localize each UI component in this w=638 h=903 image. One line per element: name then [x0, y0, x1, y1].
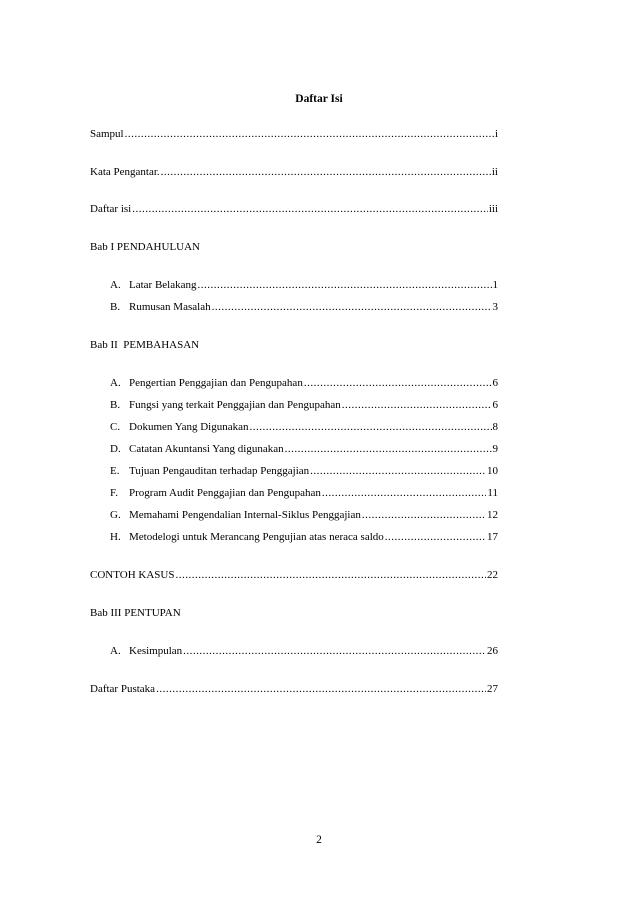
section-heading-bab3: Bab III PENTUPAN	[90, 607, 181, 619]
toc-label: Tujuan Pengauditan terhadap Penggajian	[129, 465, 310, 477]
toc-label: CONTOH KASUS	[90, 569, 175, 581]
toc-entry-bab2-c[interactable]	[110, 420, 498, 434]
toc-page: 10	[487, 465, 498, 477]
dot-leader	[304, 376, 492, 390]
section-heading-bab1: Bab I PENDAHULUAN	[90, 241, 200, 253]
toc-page: 6	[492, 399, 498, 411]
toc-page: 3	[492, 301, 498, 313]
toc-label: Sampul	[90, 128, 124, 140]
toc-entry-bab3-a[interactable]	[110, 644, 498, 658]
toc-entry-bab2-d[interactable]	[110, 442, 498, 456]
dot-leader	[198, 278, 492, 292]
section-heading-bab2: Bab II PEMBAHASAN	[90, 339, 200, 351]
toc-page: ii	[491, 166, 498, 178]
toc-label: Catatan Akuntansi Yang digunakan	[129, 443, 284, 455]
toc-page: i	[494, 128, 498, 140]
dot-leader	[125, 127, 494, 141]
toc-label: Pengertian Penggajian dan Pengupahan	[129, 377, 303, 389]
toc-page: 26	[487, 645, 498, 657]
toc-entry-bab2-b[interactable]	[110, 398, 498, 412]
toc-entry-daftar-pustaka[interactable]	[90, 682, 498, 696]
toc-letter: B.	[110, 301, 121, 313]
toc-page: iii	[488, 203, 498, 215]
page-title: Daftar Isi	[295, 93, 343, 105]
dot-leader	[342, 398, 492, 412]
toc-entry-daftar-isi[interactable]	[90, 202, 498, 216]
toc-letter: A.	[110, 279, 121, 291]
toc-letter: A.	[110, 645, 121, 657]
page-number: 2	[316, 834, 322, 846]
toc-label: Dokumen Yang Digunakan	[129, 421, 249, 433]
toc-page: 8	[492, 421, 498, 433]
toc-label: Latar Belakang	[129, 279, 197, 291]
toc-entry-contoh-kasus[interactable]	[90, 568, 498, 582]
dot-leader	[362, 508, 486, 522]
toc-entry-bab2-f[interactable]	[110, 486, 498, 500]
toc-label: Memahami Pengendalian Internal-Siklus Penggajian	[129, 509, 361, 521]
toc-page: 9	[492, 443, 498, 455]
toc-label: Daftar isi	[90, 203, 132, 215]
toc-label: Rumusan Masalah	[129, 301, 211, 313]
dot-leader	[310, 464, 486, 478]
toc-letter: G.	[110, 509, 121, 521]
toc-page: 22	[487, 569, 498, 581]
toc-label: Metodelogi untuk Merancang Pengujian atas neraca saldo	[129, 531, 384, 543]
dot-leader	[183, 644, 486, 658]
dot-leader	[385, 530, 486, 544]
dot-leader	[161, 165, 491, 179]
toc-entry-bab2-a[interactable]	[110, 376, 498, 390]
toc-entry-bab2-h[interactable]	[110, 530, 498, 544]
toc-letter: H.	[110, 531, 121, 543]
toc-page: 1	[492, 279, 498, 291]
toc-label: Daftar Pustaka	[90, 683, 156, 695]
toc-label: Program Audit Penggajian dan Pengupahan	[129, 487, 321, 499]
toc-entry-bab1-b[interactable]	[110, 300, 498, 314]
toc-letter: A.	[110, 377, 121, 389]
toc-letter: E.	[110, 465, 120, 477]
dot-leader	[212, 300, 492, 314]
toc-letter: F.	[110, 487, 118, 499]
toc-entry-sampul[interactable]	[90, 127, 498, 141]
toc-label: Kesimpulan	[129, 645, 183, 657]
toc-entry-bab1-a[interactable]	[110, 278, 498, 292]
toc-entry-kata-pengantar[interactable]	[90, 165, 498, 179]
dot-leader	[285, 442, 492, 456]
dot-leader	[175, 568, 486, 582]
toc-letter: C.	[110, 421, 121, 433]
toc-entry-bab2-g[interactable]	[110, 508, 498, 522]
toc-label: Kata Pengantar.	[90, 166, 160, 178]
toc-page: 17	[487, 531, 498, 543]
toc-letter: D.	[110, 443, 121, 455]
toc-page: 27	[487, 683, 498, 695]
toc-label: Fungsi yang terkait Penggajian dan Pengupahan	[129, 399, 341, 411]
dot-leader	[249, 420, 491, 434]
dot-leader	[322, 486, 487, 500]
dot-leader	[132, 202, 488, 216]
toc-letter: B.	[110, 399, 121, 411]
toc-entry-bab2-e[interactable]	[110, 464, 498, 478]
toc-page: 6	[492, 377, 498, 389]
toc-page: 12	[487, 509, 498, 521]
dot-leader	[156, 682, 486, 696]
toc-page: 11	[487, 487, 498, 499]
